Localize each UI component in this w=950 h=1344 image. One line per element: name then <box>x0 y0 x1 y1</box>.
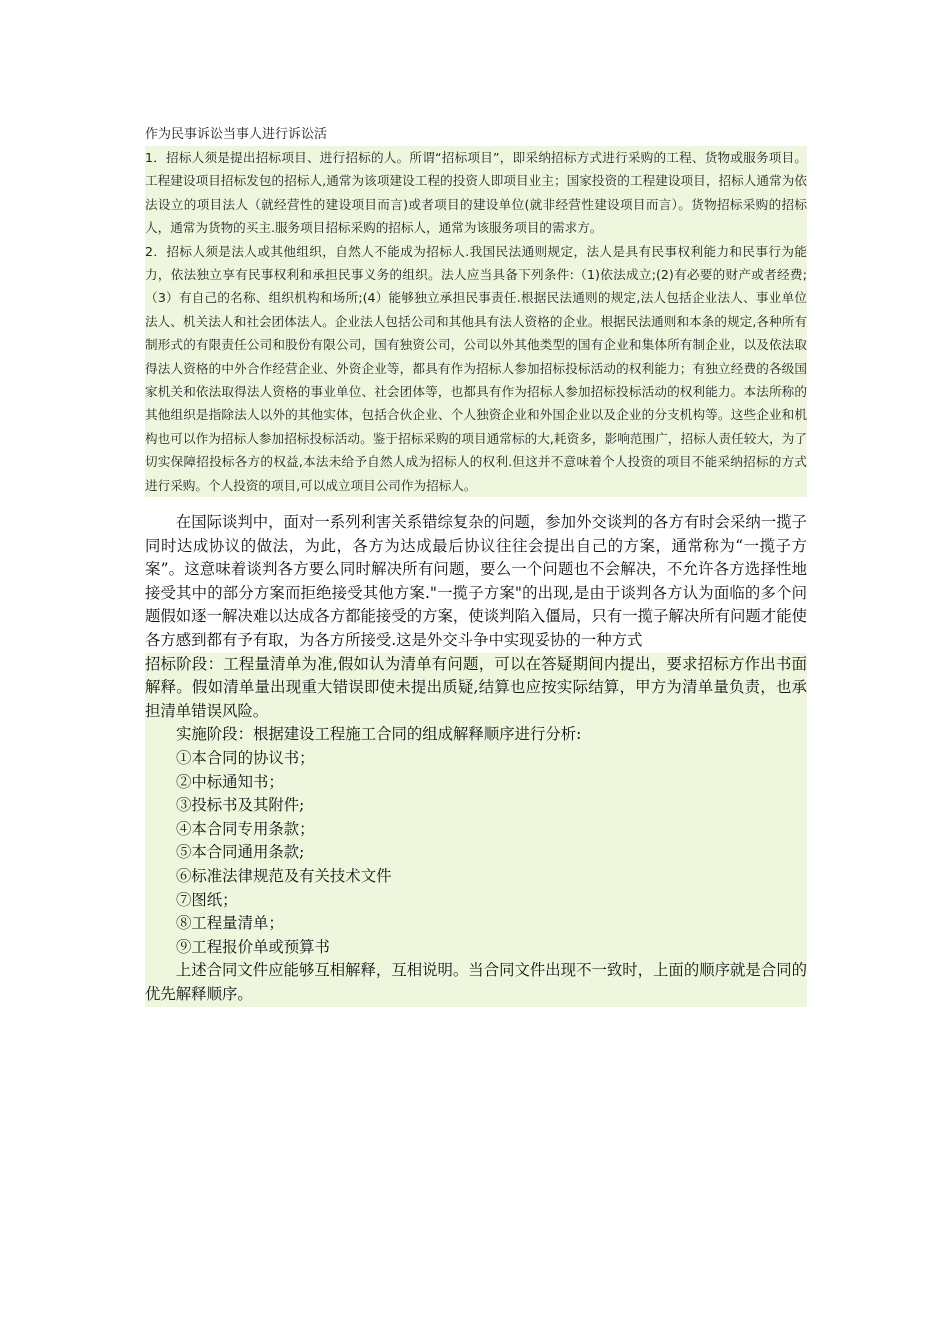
list-item: ①本合同的协议书； <box>176 749 315 768</box>
bidder-paragraph-2: 2．招标人须是法人或其他组织，自然人不能成为招标人.我国民法通则规定，法人是具有民事权利能力和民事行为能力，依法独立享有民事权利和承担民事义务的组织。法人应当具备下列条件:（1)依法成立;(2)有必要的财产或者经费;（3）有自己的名称、组织机构和场所;(4）能够独立承担民事责任.根据民法通则的规定,法人包括企业法人、事业单位法人、机关法人和社会团体法人。企业法人包括公司和其他具有法人资格的企业。根据民法通则和本条的规定,各种所有制形式的有限责任公司和股份有限公司，国有独资公司，公司以外其他类型的国有企业和集体所有制企业，以及依法取得法人资格的中外合作经营企业、外资企业等，都具有作为招标人参加招标投标活动的权利能力；有独立经费的各级国家机关和依法取得法人资格的事业单位、社会团体等，也都具有作为招标人参加招标投标活动的权利能力。本法所称的其他组织是指除法人以外的其他实体，包括合伙企业、个人独资企业和外国企业以及企业的分支机构等。这些企业和机构也可以作为招标人参加招标投标活动。鉴于招标采购的项目通常标的大,耗资多，影响范围广，招标人责任较大，为了切实保障招投标各方的权益,本法未给予自然人成为招标人的权利.但这并不意味着个人投资的项目不能采纳招标的方式进行采购。个人投资的项目,可以成立项目公司作为招标人。 <box>145 243 807 493</box>
list-item: ②中标通知书； <box>176 772 284 791</box>
doc-heading: 作为民事诉讼当事人进行诉讼活 <box>145 124 807 146</box>
bidding-stage-paragraph: 招标阶段：工程量清单为准,假如认为清单有问题，可以在答疑期间内提出，要求招标方作出书面解释。假如清单量出现重大错误即使未提出质疑,结算也应按实际结算，甲方为清单量负责，也承担清单错误风险。 <box>145 654 807 720</box>
list-item: ⑥标准法律规范及有关技术文件 <box>176 867 392 885</box>
list-item: ③投标书及其附件; <box>176 796 305 815</box>
closing-paragraph: 上述合同文件应能够互相解释，互相说明。当合同文件出现不一致时，上面的顺序就是合同的优先解释顺序。 <box>145 961 807 1003</box>
contract-section <box>145 653 807 1007</box>
main-section <box>145 511 807 1006</box>
list-item: ⑨工程报价单或预算书 <box>176 937 330 956</box>
list-item: ④本合同专用条款； <box>176 819 315 838</box>
list-item: ⑤本合同通用条款; <box>176 843 305 862</box>
bidder-section <box>145 146 807 497</box>
document-content <box>145 124 807 1007</box>
intl-negotiation-paragraph: 在国际谈判中，面对一系列利害关系错综复杂的问题，参加外交谈判的各方有时会采纳一揽子同时达成协议的做法，为此，各方为达成最后协议往往会提出自己的方案，通常称为“一揽子方案”。这意味着谈判各方要么同时解决所有问题，要么一个问题也不会解决，不允许各方选择性地接受其中的部分方案而拒绝接受其他方案."一揽子方案"的出现,是由于谈判各方认为面临的多个问题假如逐一解决难以达成各方都能接受的方案，使谈判陷入僵局，只有一揽子解决所有问题才能使各方感到都有予有取，为各方所接受.这是外交斗争中实现妥协的一种方式 <box>145 511 807 653</box>
list-item: ⑦图纸； <box>176 890 238 909</box>
bidder-paragraph-1: 1．招标人须是提出招标项目、进行招标的人。所谓“招标项目”，即采纳招标方式进行采购的工程、货物或服务项目。工程建设项目招标发包的招标人,通常为该项建设工程的投资人即项目业主；国家投资的工程建设项目，招标人通常为依法设立的项目法人（就经营性的建设项目而言)或者项目的建设单位(就非经营性建设项目而言）。货物招标采购的招标人，通常为货物的买主.服务项目招标采购的招标人，通常为该服务项目的需求方。 <box>145 150 807 236</box>
implementation-intro: 实施阶段：根据建设工程施工合同的组成解释顺序进行分析: <box>176 725 582 744</box>
list-item: ⑧工程量清单； <box>176 914 284 933</box>
